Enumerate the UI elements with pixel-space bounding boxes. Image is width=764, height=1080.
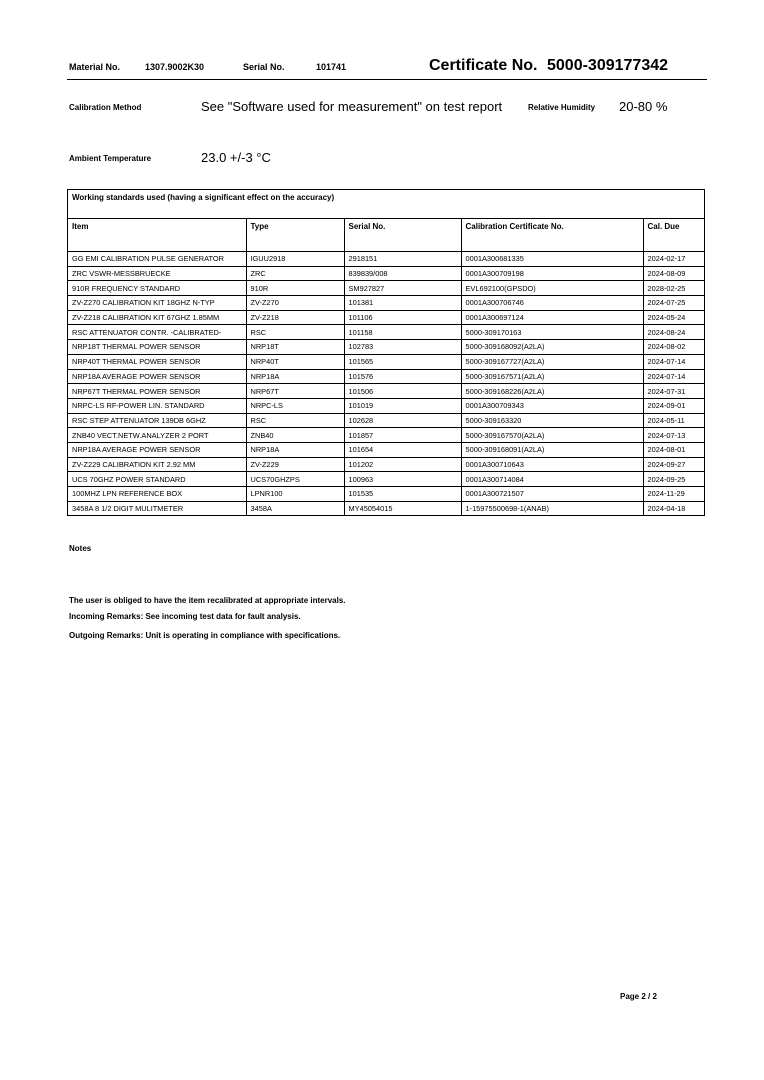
cell-certificate: 5000-309167727(A2LA): [461, 354, 643, 369]
cell-certificate: 0001A300709343: [461, 398, 643, 413]
cell-item: NRP67T THERMAL POWER SENSOR: [68, 384, 246, 399]
cell-item: ZV-Z270 CALIBRATION KIT 18GHZ N-TYP: [68, 296, 246, 311]
cell-item: NRP18T THERMAL POWER SENSOR: [68, 340, 246, 355]
cell-cal-due: 2024-02-17: [643, 252, 705, 267]
ambient-temperature-value: 23.0 +/-3 °C: [201, 150, 271, 165]
cell-serial: 101857: [344, 428, 461, 443]
cell-item: NRP18A AVERAGE POWER SENSOR: [68, 369, 246, 384]
cell-cal-due: 2024-07-14: [643, 354, 705, 369]
cell-type: NRP40T: [246, 354, 344, 369]
cell-type: ZV-Z270: [246, 296, 344, 311]
table-row: [68, 413, 705, 428]
cell-serial: 100963: [344, 472, 461, 487]
cell-item: ZNB40 VECT.NETW.ANALYZER 2 PORT: [68, 428, 246, 443]
cell-certificate: 0001A300721507: [461, 487, 643, 502]
note-recalibration: The user is obliged to have the item recalibrated at appropriate intervals.: [69, 596, 346, 605]
table-row: [68, 354, 705, 369]
table-row: [68, 325, 705, 340]
cell-serial: SM927827: [344, 281, 461, 296]
cell-type: RSC: [246, 413, 344, 428]
cell-certificate: 5000-309168092(A2LA): [461, 340, 643, 355]
cell-serial: 101576: [344, 369, 461, 384]
calibration-method-label: Calibration Method: [69, 103, 142, 112]
cell-type: NRPC-LS: [246, 398, 344, 413]
cell-cal-due: 2024-09-01: [643, 398, 705, 413]
cell-serial: 101106: [344, 310, 461, 325]
cell-cal-due: 2024-07-13: [643, 428, 705, 443]
cell-serial: 2918151: [344, 252, 461, 267]
cell-serial: 101506: [344, 384, 461, 399]
table-row: [68, 472, 705, 487]
page-number: Page 2 / 2: [620, 992, 657, 1001]
working-standards-title: Working standards used (having a significant effect on the accuracy): [72, 193, 335, 202]
column-header-serial: Serial No.: [344, 219, 461, 252]
cell-cal-due: 2024-05-11: [643, 413, 705, 428]
cell-serial: MY45054015: [344, 501, 461, 515]
cell-type: NRP18A: [246, 442, 344, 457]
ambient-temperature-label: Ambient Temperature: [69, 154, 152, 163]
cell-item: NRPC-LS RF-POWER LIN. STANDARD: [68, 398, 246, 413]
cell-item: 3458A 8 1/2 DIGIT MULITMETER: [68, 501, 246, 515]
cell-item: NRP18A AVERAGE POWER SENSOR: [68, 442, 246, 457]
table-row: [68, 252, 705, 267]
cell-item: ZRC VSWR-MESSBRUECKE: [68, 266, 246, 281]
cell-item: UCS 70GHZ POWER STANDARD: [68, 472, 246, 487]
table-row: [68, 428, 705, 443]
cell-item: GG EMI CALIBRATION PULSE GENERATOR: [68, 252, 246, 267]
table-row: [68, 310, 705, 325]
cell-serial: 101381: [344, 296, 461, 311]
cell-cal-due: 2024-08-24: [643, 325, 705, 340]
cell-serial: 101654: [344, 442, 461, 457]
table-row: [68, 487, 705, 502]
column-header-item: Item: [68, 219, 246, 252]
cell-type: 3458A: [246, 501, 344, 515]
cell-certificate: 1-15975500698-1(ANAB): [461, 501, 643, 515]
cell-type: NRP67T: [246, 384, 344, 399]
table-row: [68, 266, 705, 281]
note-incoming-remarks: Incoming Remarks: See incoming test data for fault analysis.: [69, 612, 301, 621]
cell-type: ZNB40: [246, 428, 344, 443]
cell-serial: 101202: [344, 457, 461, 472]
cell-item: 100MHZ LPN REFERENCE BOX: [68, 487, 246, 502]
table-row: [68, 281, 705, 296]
cell-serial: 839839/008: [344, 266, 461, 281]
table-row: [68, 457, 705, 472]
cell-type: RSC: [246, 325, 344, 340]
cell-item: RSC STEP ATTENUATOR 139DB 6GHZ: [68, 413, 246, 428]
cell-certificate: 5000-309163320: [461, 413, 643, 428]
table-row: [68, 398, 705, 413]
cell-certificate: 0001A300706746: [461, 296, 643, 311]
table-row: [68, 501, 705, 515]
cell-serial: 102628: [344, 413, 461, 428]
cell-item: ZV-Z229 CALIBRATION KIT 2.92 MM: [68, 457, 246, 472]
cell-certificate: EVL692100(GPSDO): [461, 281, 643, 296]
serial-no-value: 101741: [316, 62, 347, 72]
cell-certificate: 5000-309170163: [461, 325, 643, 340]
cell-cal-due: 2028-02-25: [643, 281, 705, 296]
cell-cal-due: 2024-08-09: [643, 266, 705, 281]
material-no-value: 1307.9002K30: [145, 62, 205, 72]
note-outgoing-remarks: Outgoing Remarks: Unit is operating in compliance with specifications.: [69, 631, 341, 640]
cell-certificate: 5000-309168091(A2LA): [461, 442, 643, 457]
certificate-value: 5000-309177342: [547, 57, 669, 74]
relative-humidity-label: Relative Humidity: [528, 103, 596, 112]
cell-serial: 101019: [344, 398, 461, 413]
table-row: [68, 369, 705, 384]
working-standards-box: [67, 189, 705, 516]
cell-cal-due: 2024-08-02: [643, 340, 705, 355]
cell-cal-due: 2024-07-25: [643, 296, 705, 311]
cell-type: LPNR100: [246, 487, 344, 502]
cell-serial: 101535: [344, 487, 461, 502]
cell-item: RSC ATTENUATOR CONTR. -CALIBRATED-: [68, 325, 246, 340]
cell-certificate: 0001A300710643: [461, 457, 643, 472]
column-header-type: Type: [246, 219, 344, 252]
cell-type: ZRC: [246, 266, 344, 281]
cell-cal-due: 2024-11-29: [643, 487, 705, 502]
cell-serial: 101565: [344, 354, 461, 369]
cell-type: 910R: [246, 281, 344, 296]
material-no-label: Material No.: [69, 62, 121, 72]
notes-title: Notes: [69, 544, 92, 553]
cell-certificate: 5000-309167571(A2LA): [461, 369, 643, 384]
relative-humidity-value: 20-80 %: [619, 99, 668, 114]
cell-certificate: 5000-309168226(A2LA): [461, 384, 643, 399]
cell-certificate: 0001A300709198: [461, 266, 643, 281]
cell-type: UCS70GHZPS: [246, 472, 344, 487]
header-divider: [67, 79, 707, 80]
serial-no-label: Serial No.: [243, 62, 285, 72]
cell-type: IGUU2918: [246, 252, 344, 267]
cell-certificate: 0001A300714084: [461, 472, 643, 487]
table-row: [68, 296, 705, 311]
cell-item: ZV-Z218 CALIBRATION KIT 67GHZ 1.85MM: [68, 310, 246, 325]
cell-certificate: 0001A300697124: [461, 310, 643, 325]
column-header-certificate: Calibration Certificate No.: [461, 219, 643, 252]
column-header-cal-due: Cal. Due: [643, 219, 705, 252]
cell-type: ZV-Z218: [246, 310, 344, 325]
cell-item: NRP40T THERMAL POWER SENSOR: [68, 354, 246, 369]
table-header-row: [68, 219, 705, 252]
working-standards-table: [68, 218, 705, 515]
cell-cal-due: 2024-05-24: [643, 310, 705, 325]
certificate-label: Certificate No.: [429, 57, 538, 74]
cell-cal-due: 2024-08-01: [643, 442, 705, 457]
cell-serial: 101158: [344, 325, 461, 340]
cell-serial: 102783: [344, 340, 461, 355]
calibration-method-value: See "Software used for measurement" on test report: [201, 99, 503, 114]
cell-type: NRP18A: [246, 369, 344, 384]
table-row: [68, 340, 705, 355]
cell-certificate: 5000-309167570(A2LA): [461, 428, 643, 443]
cell-cal-due: 2024-07-14: [643, 369, 705, 384]
cell-cal-due: 2024-04-18: [643, 501, 705, 515]
cell-type: NRP18T: [246, 340, 344, 355]
cell-cal-due: 2024-07-31: [643, 384, 705, 399]
cell-type: ZV-Z229: [246, 457, 344, 472]
cell-certificate: 0001A300681335: [461, 252, 643, 267]
cell-item: 910R FREQUENCY STANDARD: [68, 281, 246, 296]
cell-cal-due: 2024-09-25: [643, 472, 705, 487]
table-row: [68, 442, 705, 457]
cell-cal-due: 2024-09-27: [643, 457, 705, 472]
table-row: [68, 384, 705, 399]
